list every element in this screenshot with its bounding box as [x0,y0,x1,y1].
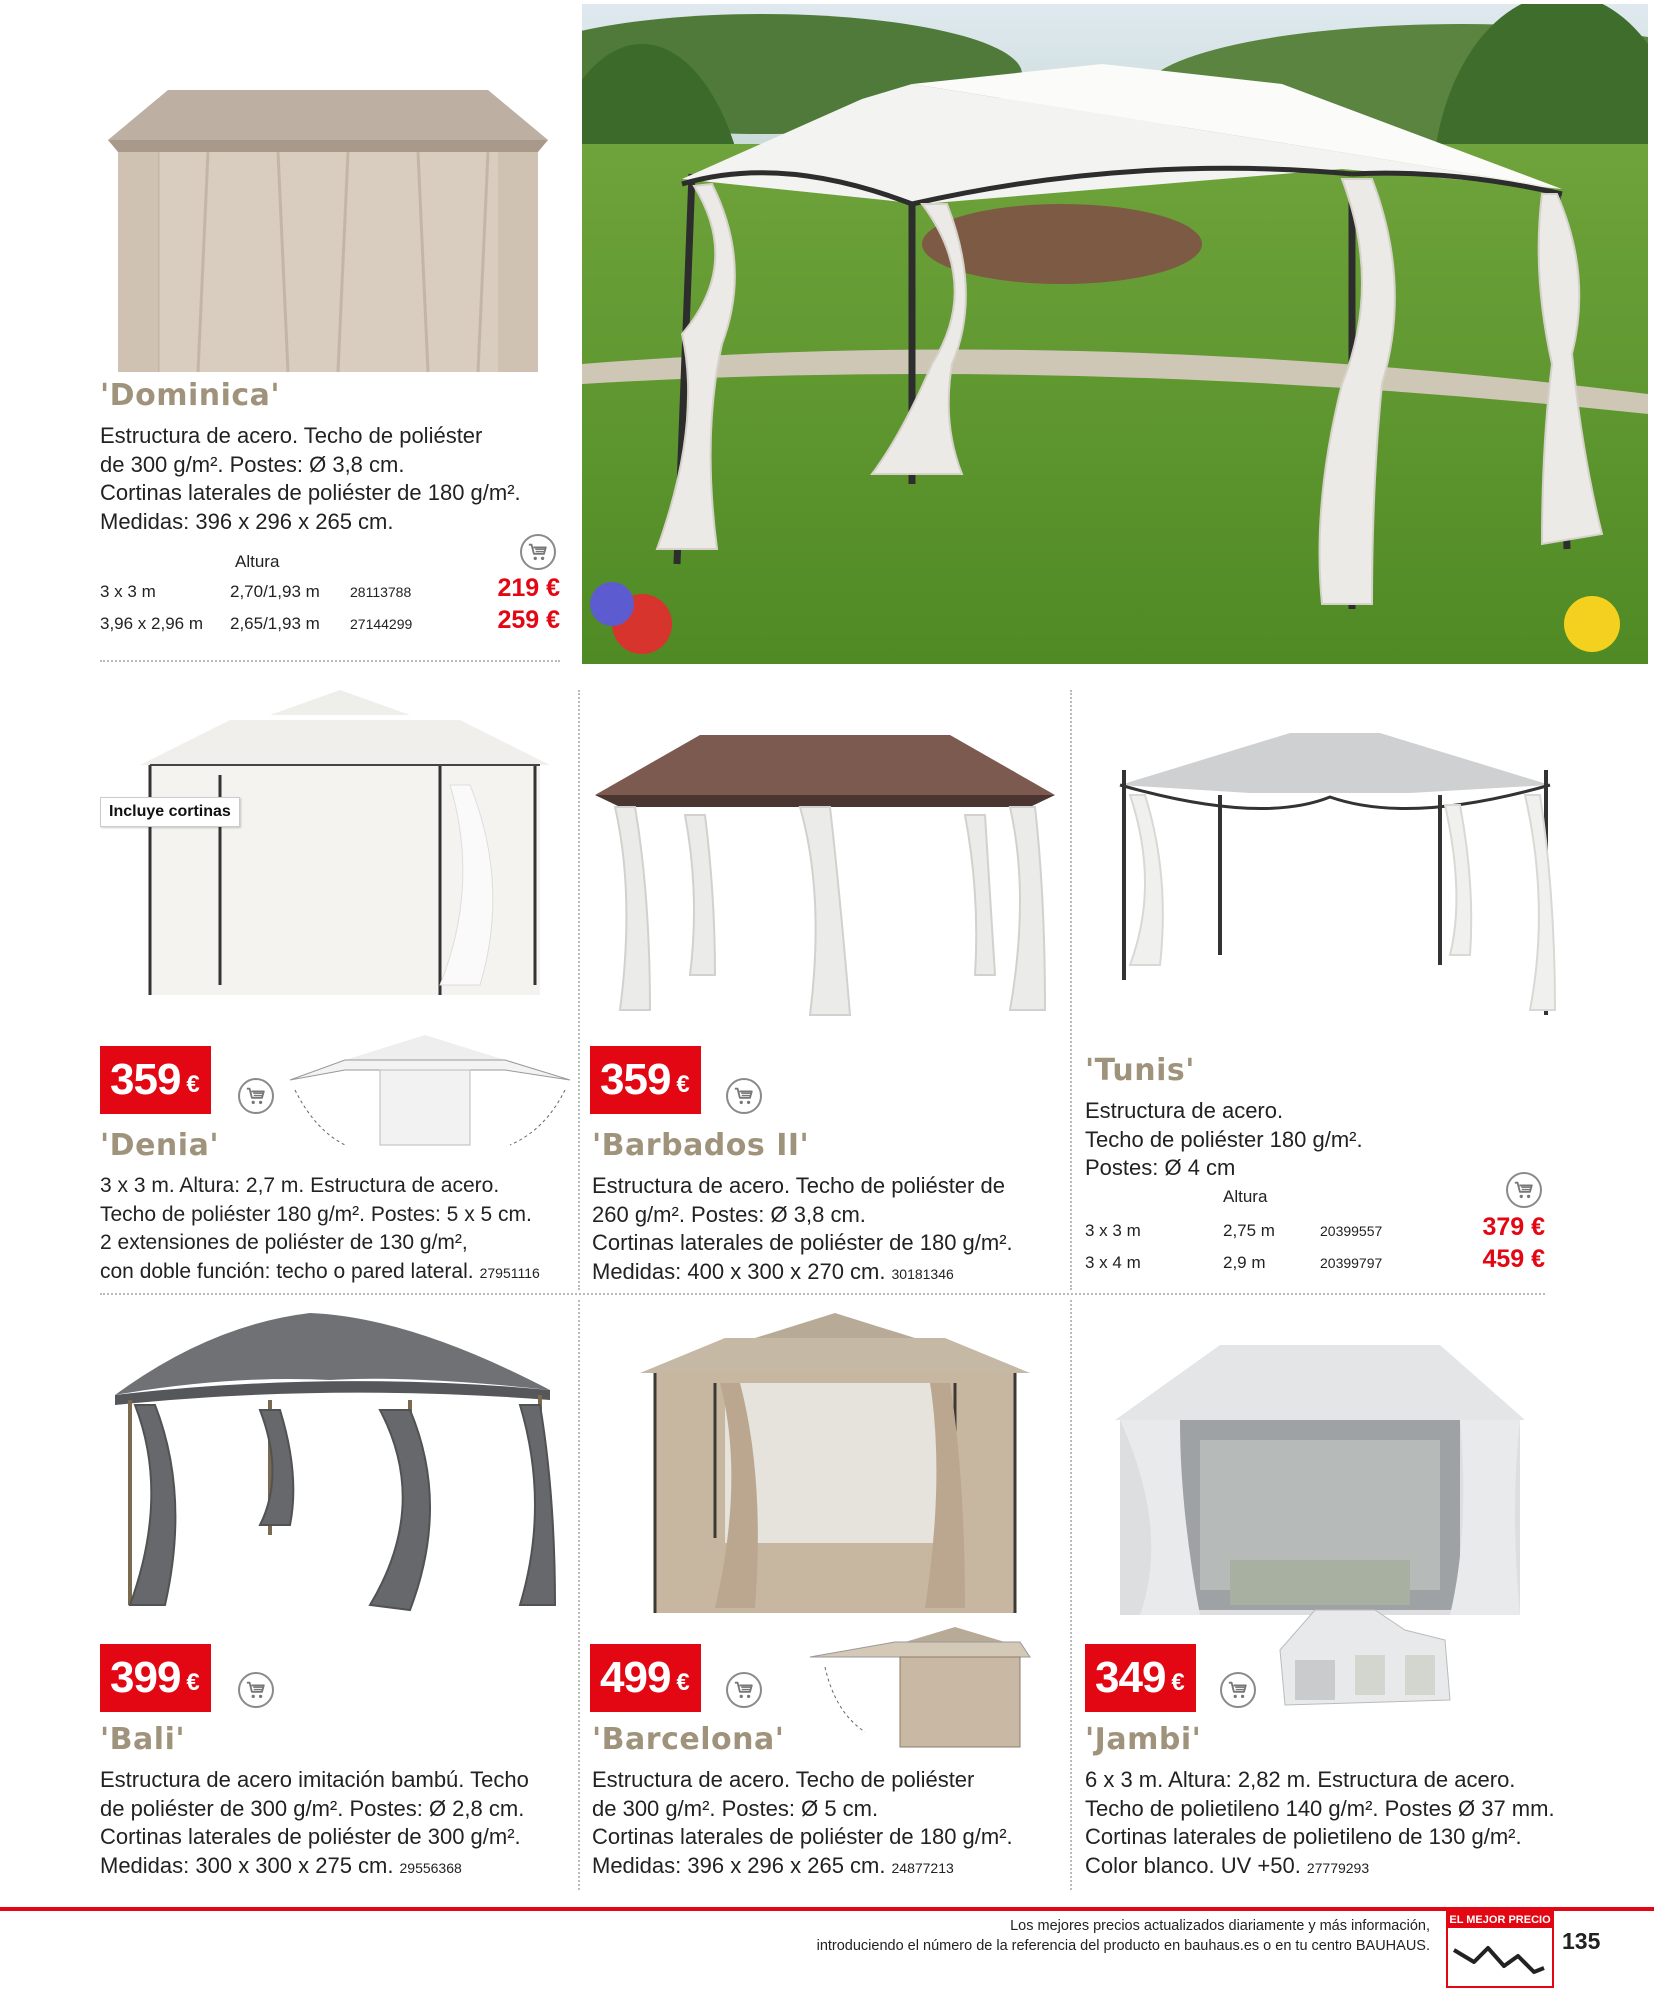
tunis-price-table [1085,1185,1545,1275]
jambi-price-badge [1085,1644,1196,1712]
divider [578,1300,580,1890]
hero-garden-photo [582,4,1648,664]
best-price-badge [1446,1910,1554,1988]
desc-line: Cortinas laterales de poliéster de 180 g/m². [592,1230,1013,1255]
bali-price-badge [100,1644,211,1712]
barcelona-description [592,1766,1013,1882]
dominica-price-table [100,550,560,640]
desc-line: Medidas: 300 x 300 x 275 cm. 29556368 [100,1852,462,1878]
ref-cell: 27144299 [350,616,413,632]
ref-number: 27779293 [1306,1859,1370,1876]
desc-line: Estructura de acero. Techo de poliéster [100,423,483,448]
footer-rule [0,1907,1654,1911]
price-cell: 459 € [1482,1245,1545,1273]
denia-description [100,1172,540,1287]
jambi-description [1085,1766,1555,1882]
height-cell: 2,9 m [1223,1253,1266,1272]
barbados-title: 'Barbados II' [592,1128,810,1163]
jambi-side-image [1275,1600,1455,1710]
desc-line: 260 g/m². Postes: Ø 3,8 cm. [592,1201,866,1227]
height-cell: 2,70/1,93 m [230,582,320,601]
ref-number: 30181346 [891,1265,954,1282]
desc-line: 6 x 3 m. Altura: 2,82 m. Estructura de acero. [1085,1767,1516,1792]
desc-line: Estructura de acero imitación bambú. Techo [100,1767,529,1792]
divider [100,660,560,662]
footer-line-2: introduciendo el número de la referencia del producto en bauhaus.es o en tu centro BAUHAUS. [816,1938,1430,1954]
bali-title: 'Bali' [100,1722,186,1757]
desc-line: Techo de poliéster 180 g/m². Postes: 5 x 5 cm. [100,1202,532,1226]
price-trend-icon [1448,1928,1552,1986]
price-cell: 259 € [497,606,560,634]
barcelona-cart-icon[interactable] [726,1672,762,1708]
denia-price-badge [100,1046,211,1114]
ref-cell: 28113788 [350,584,412,600]
barcelona-title: 'Barcelona' [592,1722,785,1757]
desc-line: Estructura de acero. Techo de poliéster de [592,1173,1005,1198]
price-value: 399 [110,1653,181,1702]
tunis-image [1110,725,1560,1025]
price-cell: 219 € [497,574,560,602]
barcelona-extension-image [805,1622,1035,1752]
ref-cell: 20399557 [1320,1223,1383,1239]
ref-number: 27951116 [479,1264,540,1281]
desc-line: Techo de polietileno 140 g/m². Postes Ø 37 mm. [1085,1795,1555,1821]
size-cell: 3 x 3 m [100,582,156,601]
height-cell: 2,65/1,93 m [230,614,320,633]
desc-line: Color blanco. UV +50. 27779293 [1085,1852,1370,1878]
jambi-title: 'Jambi' [1085,1722,1202,1757]
size-cell: 3 x 4 m [1085,1253,1141,1272]
desc-line: 3 x 3 m. Altura: 2,7 m. Estructura de acero. [100,1174,500,1197]
currency: € [676,1669,689,1696]
desc-line: con doble función: techo o pared lateral. 27951116 [100,1259,540,1283]
price-value: 499 [600,1653,671,1702]
desc-line: 2 extensiones de poliéster de 130 g/m², [100,1231,468,1254]
barcelona-image [635,1308,1035,1618]
desc-line: Medidas: 400 x 300 x 270 cm. 30181346 [592,1258,954,1284]
col-header: Altura [1223,1187,1268,1206]
desc-line: de 300 g/m². Postes: Ø 3,8 cm. [100,451,405,477]
footer-line-1: Los mejores precios actualizados diariamente y más información, [1010,1918,1430,1934]
bali-image [110,1305,560,1625]
desc-line: Postes: Ø 4 cm [1085,1155,1236,1180]
divider [100,1293,1545,1295]
desc-line: Medidas: 396 x 296 x 265 cm. 24877213 [592,1852,954,1878]
tunis-title: 'Tunis' [1085,1053,1195,1088]
barbados-image [590,725,1060,1025]
price-value: 359 [600,1055,671,1104]
desc-line: Estructura de acero. [1085,1098,1284,1123]
price-value: 349 [1095,1653,1166,1702]
jambi-image [1110,1330,1530,1620]
divider [1070,1300,1072,1890]
desc-line: de poliéster de 300 g/m². Postes: Ø 2,8 cm. [100,1795,525,1821]
desc-line: Cortinas laterales de polietileno de 130 g/m². [1085,1824,1522,1849]
currency: € [186,1071,199,1098]
barbados-description [592,1172,1013,1288]
currency: € [1171,1669,1184,1696]
denia-image [120,685,560,1005]
denia-cart-icon[interactable] [238,1078,274,1114]
footer-text [817,1916,1430,1956]
page-number: 135 [1562,1928,1601,1954]
dominica-description [100,422,521,536]
desc-line: Medidas: 396 x 296 x 265 cm. [100,508,394,534]
dominica-title: 'Dominica' [100,378,281,413]
height-cell: 2,75 m [1223,1221,1275,1240]
ref-number: 24877213 [891,1859,954,1876]
tunis-description [1085,1097,1363,1183]
price-cell: 379 € [1482,1213,1545,1241]
jambi-cart-icon[interactable] [1220,1672,1256,1708]
desc-line: Techo de poliéster 180 g/m². [1085,1126,1363,1152]
desc-line: Estructura de acero. Techo de poliéster [592,1767,975,1792]
ref-number: 29556368 [399,1859,462,1876]
currency: € [186,1669,199,1696]
best-price-label: EL MEJOR PRECIO [1449,1914,1551,1926]
barbados-price-badge [590,1046,701,1114]
price-value: 359 [110,1055,181,1104]
desc-line: Cortinas laterales de poliéster de 300 g/m². [100,1824,521,1849]
includes-curtains-tag: Incluye cortinas [100,797,240,827]
denia-extension-image [285,1030,575,1150]
barbados-cart-icon[interactable] [726,1078,762,1114]
dominica-image [78,80,558,380]
desc-line: Cortinas laterales de poliéster de 180 g/m². [592,1824,1013,1849]
bali-cart-icon[interactable] [238,1672,274,1708]
size-cell: 3,96 x 2,96 m [100,614,204,633]
ref-cell: 20399797 [1320,1255,1383,1271]
denia-title: 'Denia' [100,1128,220,1163]
divider [578,690,580,1290]
barcelona-price-badge [590,1644,701,1712]
size-cell: 3 x 3 m [1085,1221,1141,1240]
currency: € [676,1071,689,1098]
table-row [100,582,156,602]
divider [1070,690,1072,1290]
bali-description [100,1766,529,1882]
desc-line: Cortinas laterales de poliéster de 180 g/m². [100,480,521,505]
col-header: Altura [235,552,280,571]
desc-line: de 300 g/m². Postes: Ø 5 cm. [592,1795,879,1821]
